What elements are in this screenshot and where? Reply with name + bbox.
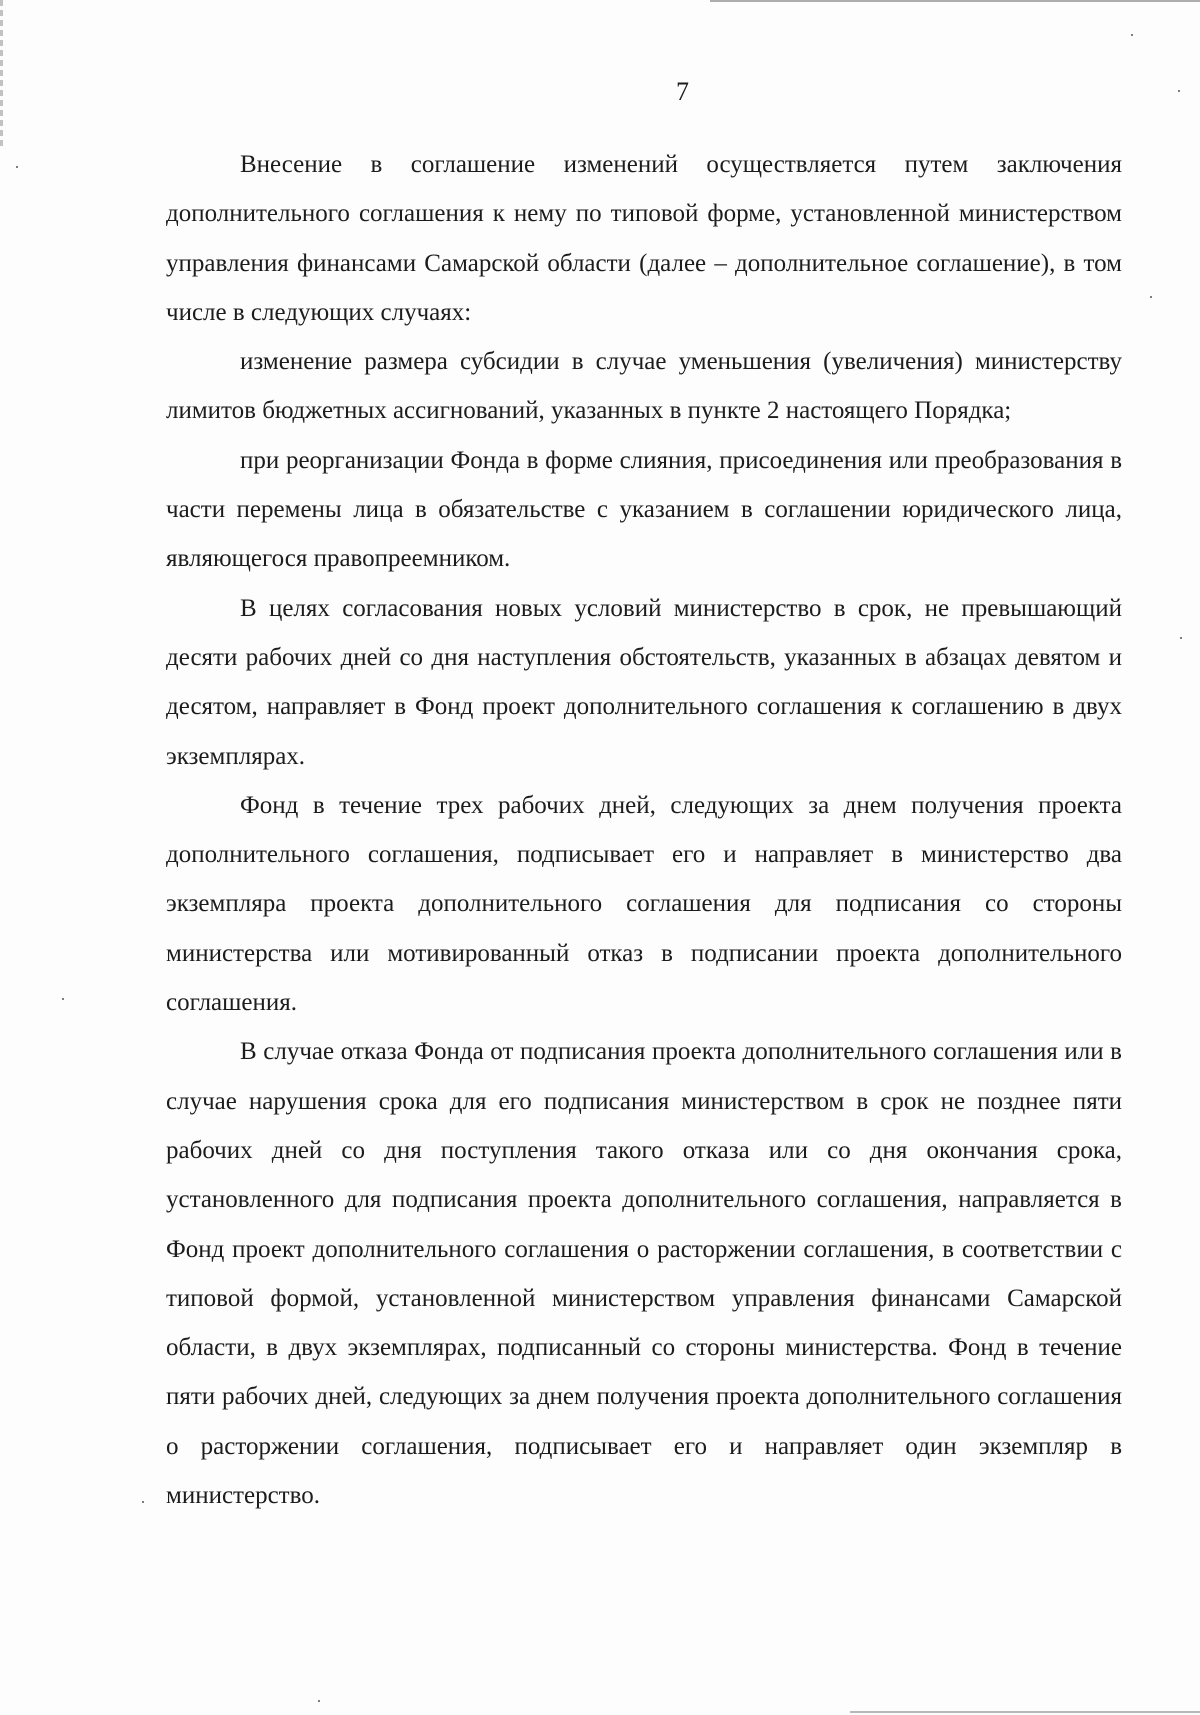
scan-speck — [1180, 637, 1182, 639]
page-number: 7 — [676, 77, 689, 106]
scan-speck — [142, 1501, 144, 1503]
paragraph-fund-signing: Фонд в течение трех рабочих дней, следующих за днем получения проекта дополнительного соглашения, подписывает его и направляет в министерство два экземпляра проекта дополнительного соглашения для подписания со стороны министерства или мотивированный отказ в подписании проекта дополнительного соглашения. — [166, 791, 1122, 1017]
paragraph-reorganization: при реорганизации Фонда в форме слияния, присоединения или преобразования в части перемены лица в обязательстве с указанием в соглашении юридического лица, являющегося правопреемником. — [166, 446, 1122, 573]
scan-edge-top — [710, 0, 1200, 2]
scan-speck — [1131, 34, 1133, 36]
scan-edge-left — [0, 0, 3, 150]
scan-speck — [16, 166, 18, 168]
scan-speck — [1150, 296, 1152, 298]
scan-speck — [318, 1700, 320, 1702]
scan-edge-bottom — [850, 1711, 1200, 1713]
body-text — [166, 140, 1122, 1520]
paragraph-subsidy-change: изменение размера субсидии в случае уменьшения (увеличения) министерству лимитов бюджетных ассигнований, указанных в пункте 2 настоящего Порядка; — [166, 348, 1122, 425]
paragraph-new-conditions: В целях согласования новых условий министерство в срок, не превышающий десяти рабочих дней со дня наступления обстоятельств, указанных в абзацах девятом и десятом, направляет в Фонд проект дополнительного соглашения к соглашению в двух экземплярах. — [166, 594, 1122, 770]
scan-speck — [62, 998, 64, 1000]
paragraph-refusal-termination: В случае отказа Фонда от подписания проекта дополнительного соглашения или в случае нарушения срока для его подписания министерством в срок не позднее пяти рабочих дней со дня поступления такого отказа или со дня окончания срока, установленного для подписания проекта дополнительного соглашения, направляется в Фонд проект дополнительного соглашения о расторжении соглашения, в соответствии с типовой формой, установленной министерством управления финансами Самарской области, в двух экземплярах, подписанный со стороны министерства. Фонд в течение пяти рабочих дней, следующих за днем получения проекта дополнительного соглашения о расторжении соглашения, подписывает его и направляет один экземпляр в министерство. — [166, 1038, 1122, 1510]
paragraph-amendment-procedure: Внесение в соглашение изменений осуществляется путем заключения дополнительного соглашения к нему по типовой форме, установленной министерством управления финансами Самарской области (далее – дополнительное соглашение), в том числе в следующих случаях: — [166, 151, 1122, 326]
